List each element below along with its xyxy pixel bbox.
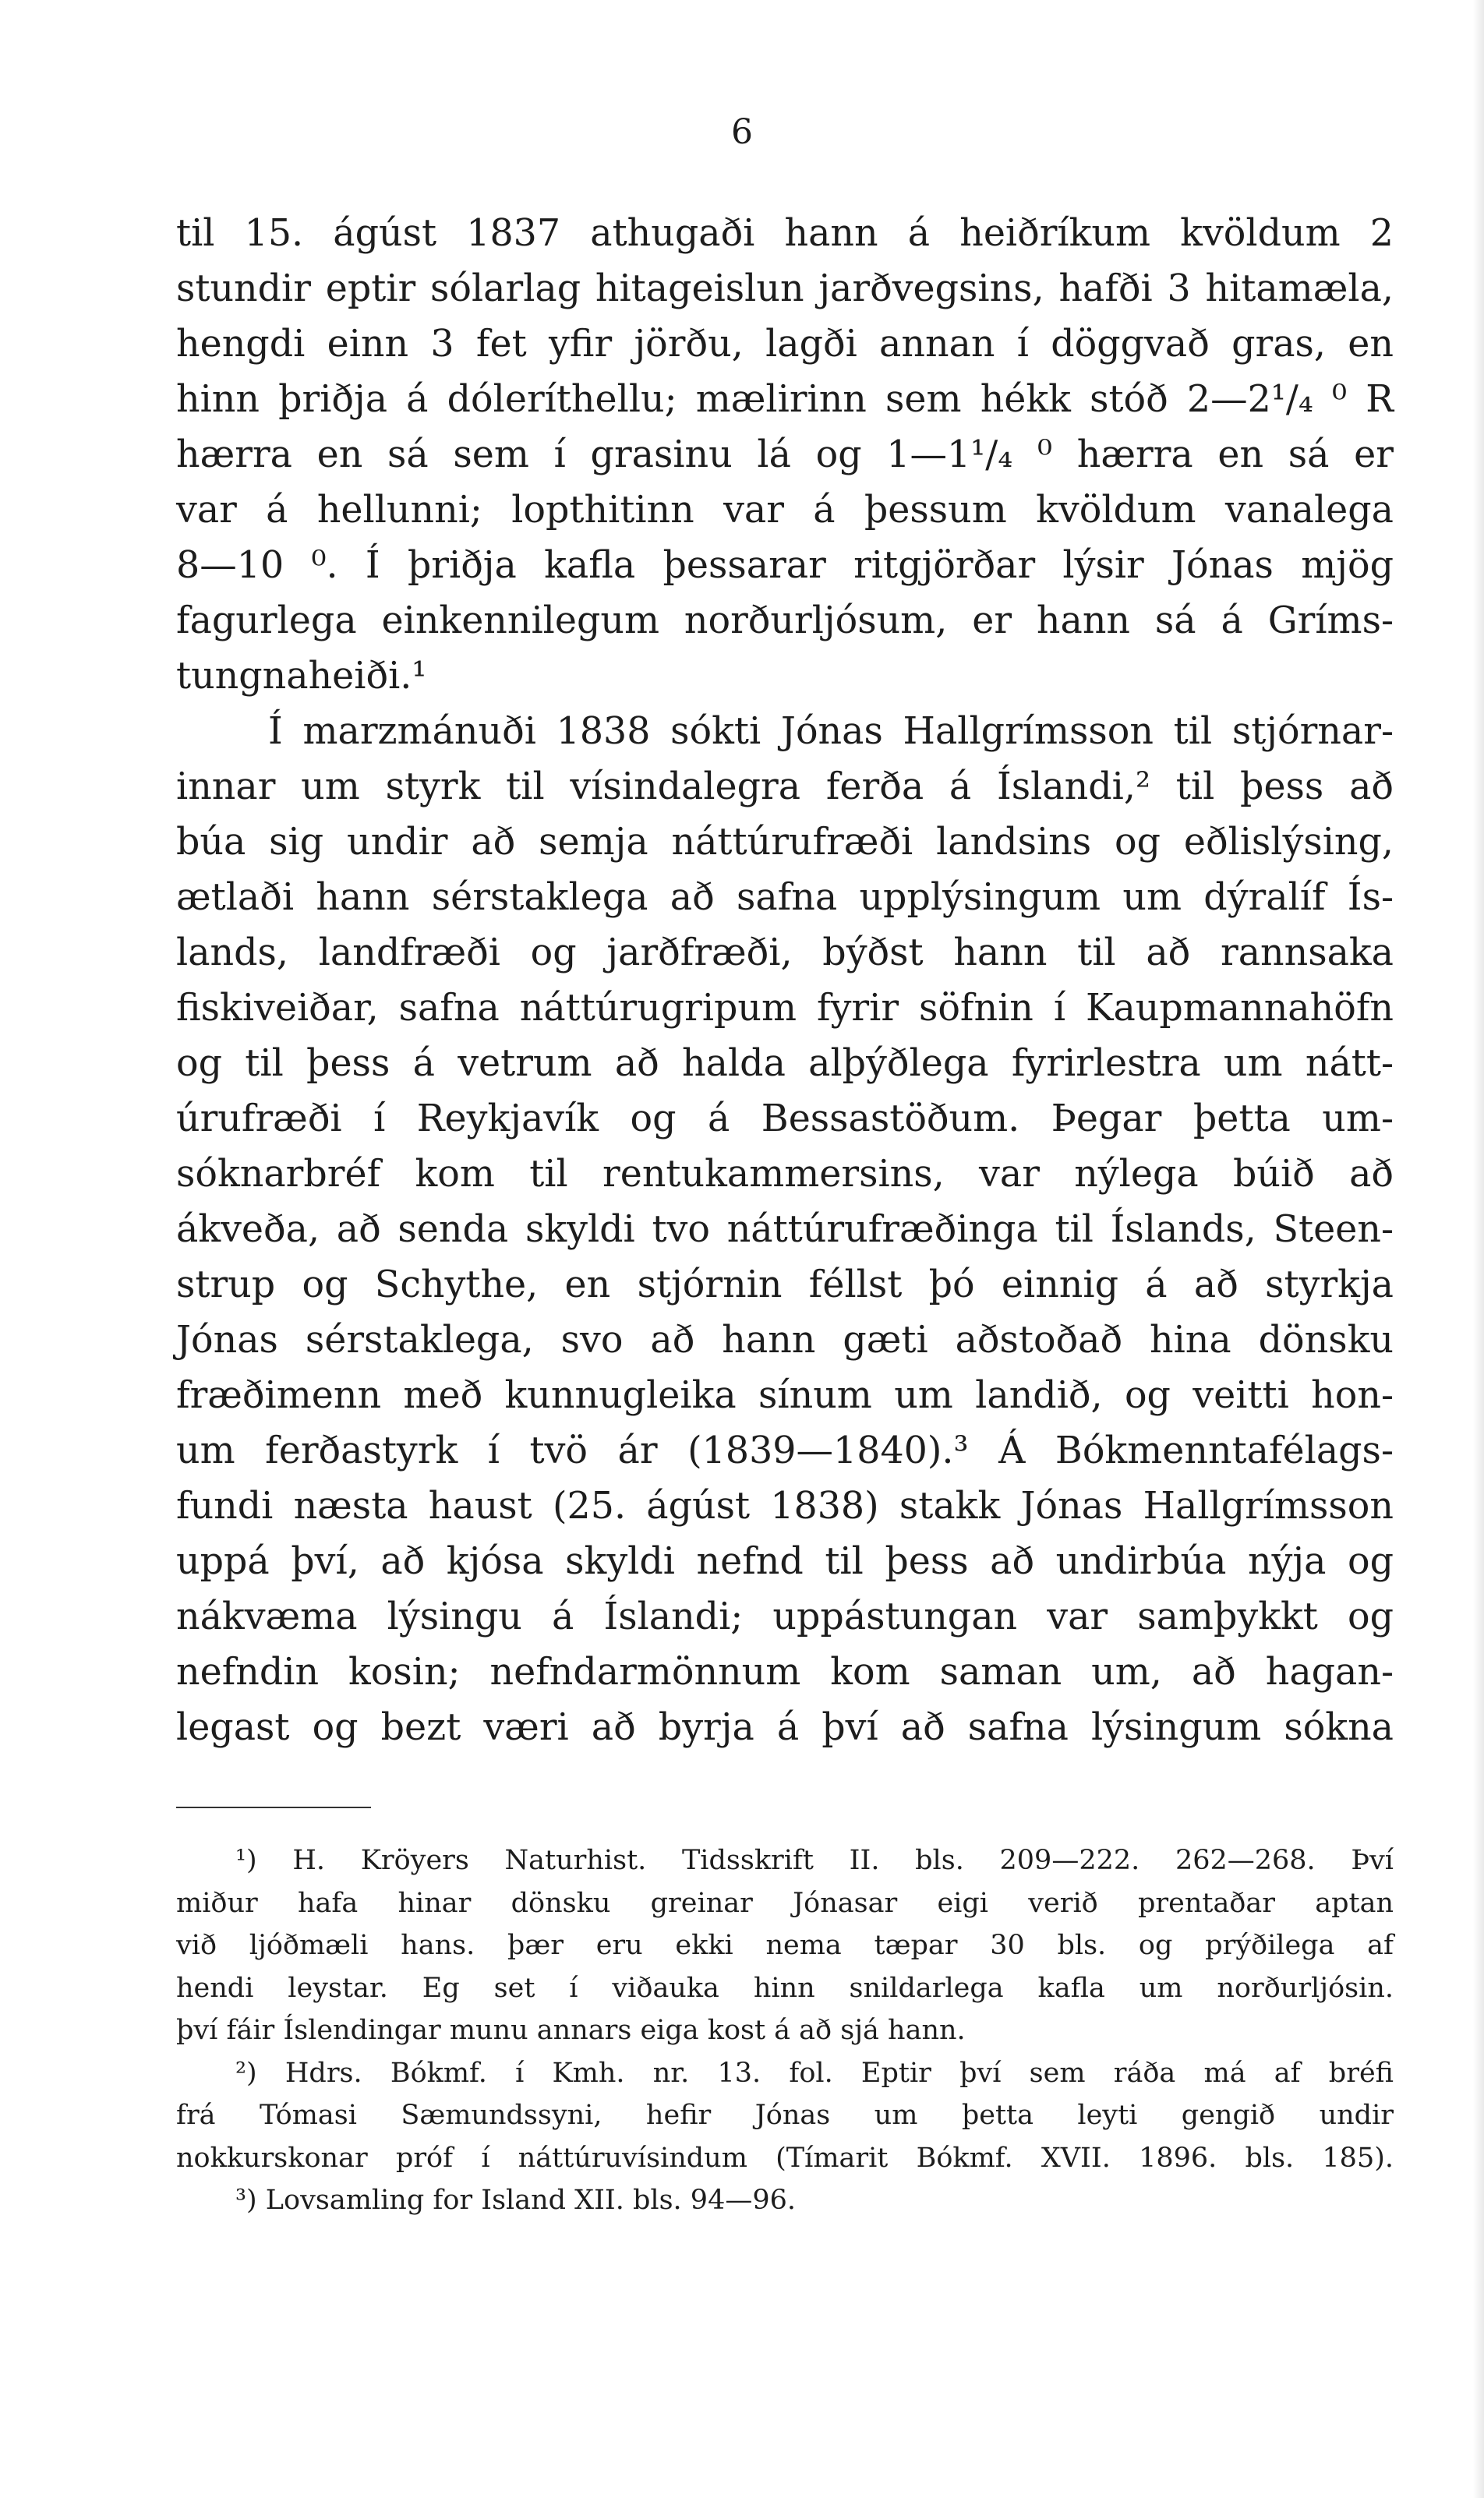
text-line: ákveða, að senda skyldi tvo náttúrufræðinga til Íslands, Steen- — [176, 1208, 1394, 1251]
footnote-2-line: frá Tómasi Sæmundssyni, hefir Jónas um þetta leyti gengið undir — [176, 2100, 1394, 2131]
text-line: ætlaði hann sérstaklega að safna upplýsingum um dýralíf Ís- — [176, 876, 1394, 919]
footnote-2-line: ²) Hdrs. Bókmf. í Kmh. nr. 13. fol. Eptir því sem ráða má af bréfi — [235, 2057, 1394, 2089]
text-line: hengdi einn 3 fet yfir jörðu, lagði annan í döggvað gras, en — [176, 323, 1394, 366]
text-line: fundi næsta haust (25. ágúst 1838) stakk Jónas Hallgrímsson — [176, 1485, 1394, 1528]
scan-edge-shadow — [1473, 0, 1484, 2498]
text-line: stundir eptir sólarlag hitageislun jarðvegsins, hafði 3 hitamæla, — [176, 267, 1394, 310]
footnote-1-line: hendi leystar. Eg set í viðauka hinn snildarlega kafla um norðurljósin. — [176, 1972, 1394, 2004]
page-number: 6 — [731, 112, 753, 152]
text-line: úrufræði í Reykjavík og á Bessastöðum. Þegar þetta um- — [176, 1097, 1394, 1140]
text-line: til 15. ágúst 1837 athugaði hann á heiðríkum kvöldum 2 — [176, 212, 1394, 255]
text-line: fiskiveiðar, safna náttúrugripum fyrir söfnin í Kaupmannahöfn — [176, 987, 1394, 1030]
text-line: hærra en sá sem í grasinu lá og 1—1¹/₄ ⁰ hærra en sá er — [176, 433, 1394, 476]
text-line: um ferðastyrk í tvö ár (1839—1840).³ Á Bókmenntafélags- — [176, 1429, 1394, 1472]
text-line: var á hellunni; lopthitinn var á þessum kvöldum vanalega — [176, 489, 1394, 532]
text-line: fagurlega einkennilegum norðurljósum, er hann sá á Gríms- — [176, 599, 1394, 642]
text-line: sóknarbréf kom til rentukammersins, var nýlega búið að — [176, 1153, 1394, 1196]
paragraph-start-line: Í marzmánuði 1838 sókti Jónas Hallgrímsson til stjórnar- — [268, 710, 1394, 753]
text-line: strup og Schythe, en stjórnin féllst þó einnig á að styrkja — [176, 1263, 1394, 1306]
footnote-separator — [176, 1807, 371, 1808]
text-line: uppá því, að kjósa skyldi nefnd til þess að undirbúa nýja og — [176, 1540, 1394, 1583]
footnote-1-line: því fáir Íslendingar munu annars eiga kost á að sjá hann. — [176, 2015, 966, 2046]
body-text — [176, 206, 1394, 1755]
text-line: lands, landfræði og jarðfræði, býðst hann til að rannsaka — [176, 931, 1394, 974]
text-line: innar um styrk til vísindalegra ferða á Íslandi,² til þess að — [176, 765, 1394, 808]
footnote-1-line: ¹) H. Kröyers Naturhist. Tidsskrift II. bls. 209—222. 262—268. Því — [235, 1845, 1394, 1876]
footnote-1-line: miður hafa hinar dönsku greinar Jónasar eigi verið prentaðar aptan — [176, 1887, 1394, 1919]
text-line: fræðimenn með kunnugleika sínum um landið, og veitti hon- — [176, 1374, 1394, 1417]
text-line: búa sig undir að semja náttúrufræði landsins og eðlislýsing, — [176, 821, 1394, 864]
text-line: legast og bezt væri að byrja á því að safna lýsingum sókna — [176, 1706, 1394, 1749]
text-line: og til þess á vetrum að halda alþýðlega fyrirlestra um nátt- — [176, 1042, 1394, 1085]
text-line: nákvæma lýsingu á Íslandi; uppástungan var samþykkt og — [176, 1595, 1394, 1638]
footnote-1-line: við ljóðmæli hans. þær eru ekki nema tæpar 30 bls. og prýðilega af — [176, 1930, 1394, 1961]
footnote-3-line: ³) Lovsamling for Island XII. bls. 94—96. — [235, 2185, 797, 2216]
text-line: tungnaheiði.¹ — [176, 655, 427, 698]
footnotes — [176, 1839, 1394, 2222]
text-line: Jónas sérstaklega, svo að hann gæti aðstoðað hina dönsku — [176, 1319, 1394, 1362]
text-line: nefndin kosin; nefndarmönnum kom saman um, að hagan- — [176, 1651, 1394, 1694]
footnote-2-line: nokkurskonar próf í náttúruvísindum (Tímarit Bókmf. XVII. 1896. bls. 185). — [176, 2142, 1394, 2174]
text-line: hinn þriðja á dóleríthellu; mælirinn sem hékk stóð 2—2¹/₄ ⁰ R — [176, 378, 1394, 421]
text-line: 8—10 ⁰. Í þriðja kafla þessarar ritgjörðar lýsir Jónas mjög — [176, 544, 1394, 587]
